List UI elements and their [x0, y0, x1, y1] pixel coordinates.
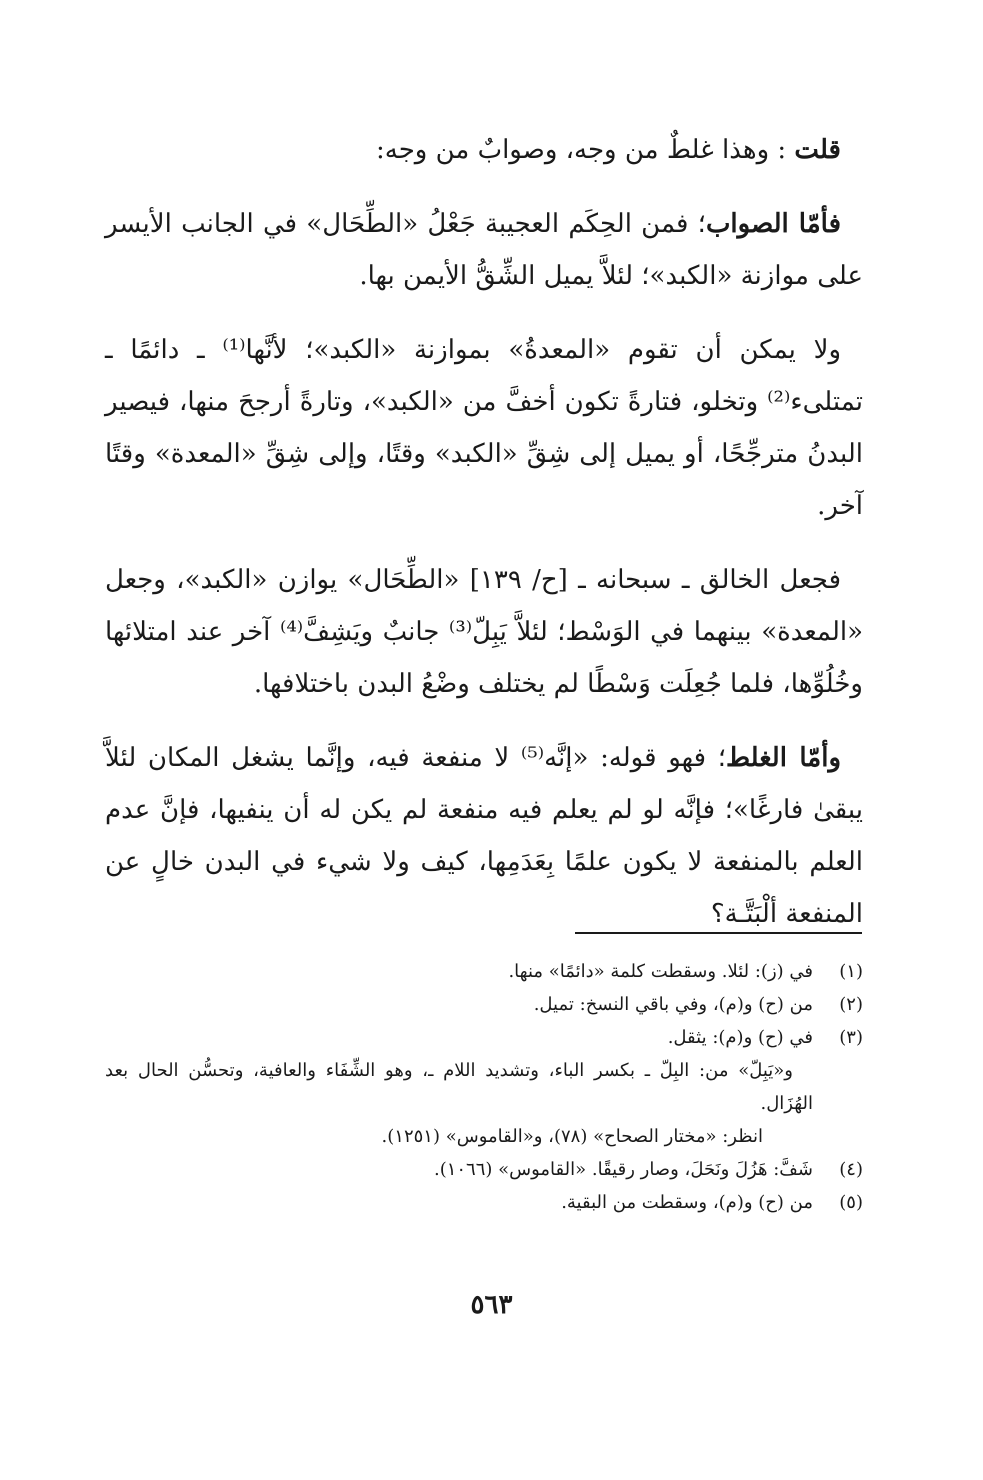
footnote-number: (٥) [839, 1192, 863, 1213]
paragraph-text: : وهذا غلطٌ من وجه، وصوابٌ من وجه: [376, 135, 787, 165]
paragraph-text: فجعل الخالق ـ سبحانه ـ [ح/ ١٣٩] «الطِّحَال» يوازن «الكبد»، وجعل «المعدة» بينهما في الوَسْط؛ لئلاَّ يَبِلّ⁽³⁾ جانبٌ ويَشِفَّ⁽⁴⁾ آخر عند امتلائها وخُلُوِّها، فلما جُعِلَت وَسْطًا لم يختلف وضْعُ البدن باختلافها. [105, 565, 864, 699]
footnote-text: من (ح) و(م)، وسقطت من البقية. [561, 1192, 813, 1213]
paragraph-lead: قلت [794, 135, 841, 165]
footnote-5 [105, 1186, 863, 1219]
footnote-text: شَفَّ: هَزُلَ ونَحَلَ، وصار رقيقًا. «القاموس» (١٠٦٦). [433, 1159, 813, 1180]
footnote-3-continuation: و«يَبِلّ» من: البِلّ ـ بكسر الباء، وتشديد اللام ـ، وهو الشِّفَاء والعافية، وتحسُّن الحال بعد الهُزَال. [105, 1060, 813, 1114]
paragraph-lead: فأمّا الصواب [705, 209, 841, 239]
paragraph-lead: وأمّا الغلط [725, 743, 842, 773]
footnote-text: من (ح) و(م)، وفي باقي النسخ: تميل. [533, 994, 813, 1015]
footnote-3-reference: انظر: «مختار الصحاح» (٧٨)، و«القاموس» (١٢٥١). [381, 1126, 763, 1147]
page-number: ٥٦٣ [470, 1290, 513, 1320]
paragraph-text: ولا يمكن أن تقوم «المعدةُ» بموازنة «الكبد»؛ لأنَّها⁽¹⁾ ـ دائمًا ـ تمتلىء⁽²⁾ وتخلو، فتارةً تكون أخفَّ من «الكبد»، وتارةً أرجحَ منها، فيصير البدنُ مترجِّحًا، أو يميل إلى شِقِّ «الكبد» وقتًا، وإلى شِقِّ «المعدة» وقتًا آخر. [105, 335, 863, 521]
footnote-2 [105, 988, 863, 1021]
footnote-number: (٣) [839, 1027, 863, 1048]
footnote-number: (٤) [839, 1159, 863, 1180]
paragraph-text: ؛ فهو قوله: «إنَّه⁽⁵⁾ لا منفعة فيه، وإنَّما يشغل المكان لئلاَّ يبقىٰ فارغًا»؛ فإنَّه لو لم يعلم فيه منفعة لم يكن له أن ينفيها، فإنَّ عدم العلم بالمنفعة لا يكون علمًا بِعَدَمِها، كيف ولا شيء في البدن خالٍ عن المنفعة ألْبَتَّـة؟ [105, 743, 863, 929]
footnote-1 [105, 955, 863, 988]
footnotes [105, 955, 863, 1219]
footnote-text: في (ح) و(م): يثقل. [667, 1027, 813, 1048]
paragraph-text: ؛ فمن الحِكَم العجيبة جَعْلُ «الطِّحَال» في الجانب الأيسر على موازنة «الكبد»؛ لئلاَّ يميل الشِّقُّ الأيمن بها. [105, 209, 863, 291]
footnote-number: (٢) [839, 994, 863, 1015]
footnote-text: في (ز): لئلا. وسقطت كلمة «دائمًا» منها. [508, 961, 813, 982]
footnote-4 [105, 1153, 863, 1186]
footnote-3 [105, 1021, 863, 1054]
footnote-number: (١) [839, 961, 863, 982]
